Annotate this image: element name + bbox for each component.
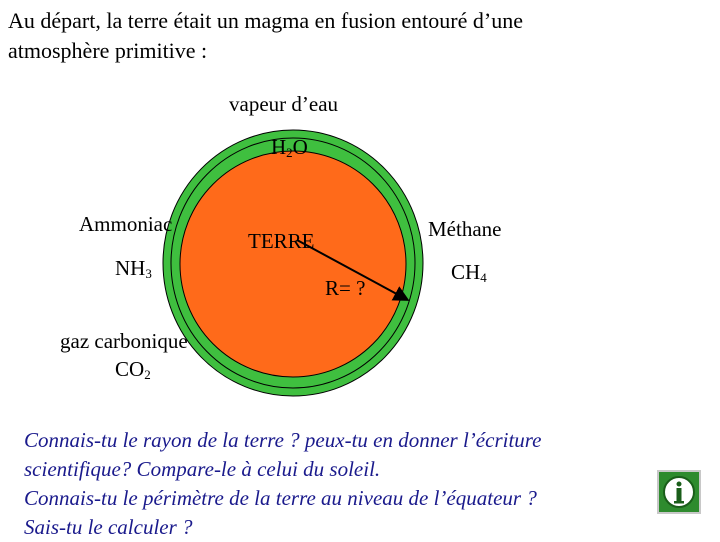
ammonia-label: Ammoniac	[79, 212, 173, 236]
methane-label: Méthane	[428, 217, 502, 241]
intro-line-2: atmosphère primitive :	[8, 38, 208, 63]
methane-formula: $CH_4$	[451, 260, 487, 285]
question-line-3: Connais-tu le périmètre de la terre au niveau de l’équateur ?	[24, 486, 537, 510]
earth-label: TERRE	[248, 229, 315, 253]
question-line-2: scientifique? Compare-le à celui du soleil.	[24, 457, 381, 481]
question-line-1: Connais-tu le rayon de la terre ? peux-tu en donner l’écriture	[24, 428, 542, 452]
earth-core	[180, 151, 406, 377]
co2-formula: $CO_2$	[115, 357, 151, 382]
question-line-4: Sais-tu le calculer ?	[24, 515, 193, 539]
questions-text	[24, 426, 664, 542]
co2-label: gaz carbonique	[60, 329, 188, 353]
ammonia-formula: $NH_3$	[115, 256, 152, 281]
info-button[interactable]	[657, 470, 701, 514]
water-formula: $H_2O$	[271, 135, 308, 160]
water-vapor-label: vapeur d’eau	[229, 92, 339, 116]
info-icon	[662, 475, 696, 509]
intro-line-1: Au départ, la terre était un magma en fusion entouré d’une	[8, 8, 523, 33]
radius-label: R= ?	[325, 276, 366, 300]
